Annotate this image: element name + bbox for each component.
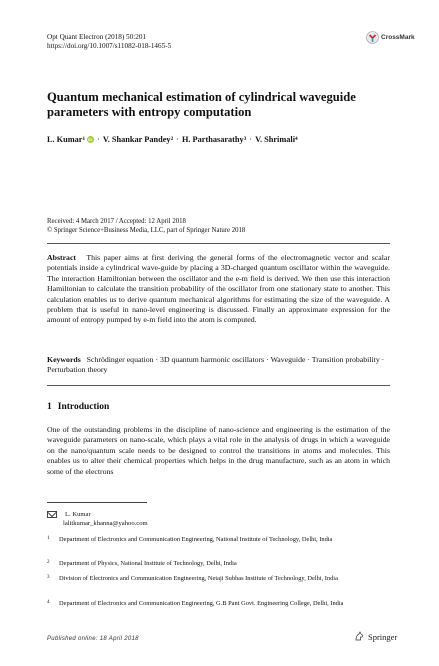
affiliation-item	[47, 560, 390, 568]
doi-link[interactable]: https://doi.org/10.1007/s11082-018-1465-5	[47, 42, 172, 50]
affiliation-number: 3	[47, 575, 50, 580]
section-heading	[47, 402, 109, 412]
envelope-icon	[47, 511, 57, 518]
affiliation-number: 2	[47, 560, 50, 565]
divider	[47, 243, 390, 244]
affiliation-text: Department of Physics, National Institute of Technology, Delhi, India	[59, 560, 237, 567]
crossmark-badge[interactable]	[366, 31, 415, 44]
author-list	[47, 135, 407, 144]
author-name: V. Shankar Pandey	[102, 135, 171, 144]
keywords-text: Schrödinger equation · 3D quantum harmonic oscillators · Waveguide · Transition probability · Perturbation theory	[47, 355, 385, 375]
abstract-text: This paper aims at first deriving the general forms of the electromagnetic vector and scalar potentials inside a cylindrical wave-guide by placing a 3D-charged quantum oscillator within the waveguide. The interaction Hamiltonian between the oscillator and the e-m field is derived. We then use this interaction Hamiltonian to calculate the transition probability of the oscillator from one stationary state to another. This calculation enables us to derive quantum mechanical algorithms for estimating the size of the waveguide. A problem that is useful in nano-level engineering is discussed. Finally an approximate expression for the amount of entropy pumped by e-m field into the atom is computed.	[47, 253, 390, 325]
paper-title: Quantum mechanical estimation of cylindrical waveguide parameters with entropy computation	[47, 90, 356, 119]
affiliation-item	[47, 600, 390, 608]
author-separator: ·	[97, 135, 100, 144]
affiliation-item	[47, 575, 390, 583]
keywords-label: Keywords	[47, 355, 81, 364]
crossmark-icon	[366, 31, 379, 44]
author-affiliation-mark: 3	[243, 135, 247, 142]
author-name: H. Parthasarathy	[181, 135, 244, 144]
affiliation-text: Department of Electronics and Communication Engineering, G.B Pant Govt. Engineering College, Delhi, India	[59, 600, 344, 607]
publisher-name: Springer	[368, 631, 398, 642]
section-number: 1	[47, 402, 52, 412]
abstract-label: Abstract	[47, 253, 77, 262]
author-separator: ·	[249, 135, 253, 144]
author-name: L. Kumar	[47, 135, 83, 144]
corresponding-email[interactable]: lalitkumar_khanna@yahoo.com	[63, 520, 148, 527]
author-affiliation-mark: 2	[170, 135, 174, 142]
author-separator: ·	[176, 135, 179, 144]
crossmark-label: CrossMark	[381, 34, 415, 41]
keywords-block	[47, 355, 390, 376]
author-affiliation-mark: 1	[82, 135, 86, 142]
author-name: V. Shrimali	[255, 135, 296, 144]
footnote-divider	[47, 502, 147, 503]
corresponding-author: L. Kumar	[65, 511, 91, 518]
section-title: Introduction	[57, 402, 110, 412]
published-online: Published online: 18 April 2018	[47, 636, 139, 642]
abstract-block	[47, 253, 390, 326]
divider	[47, 385, 390, 386]
springer-horse-icon	[354, 631, 365, 642]
affiliation-number: 1	[47, 536, 50, 541]
affiliation-item	[47, 536, 390, 544]
copyright-line: © Springer Science+Business Media, LLC, part of Springer Nature 2018	[47, 227, 246, 234]
affiliation-text: Division of Electronics and Communication Engineering, Netaji Subhas Institute of Technology, Delhi, India	[59, 575, 338, 582]
section-body: One of the outstanding problems in the discipline of nano-science and engineering is the estimation of the waveguide parameters on nano-scale, which plays a vital role in the analysis of drugs in which a waveguide on the nano/quantum scale needs to be designed to control the transitions in atoms and molecules. This enables us to alter their chemical properties which helps in the drug manufacture, such as an atom in which some of the electrons	[47, 425, 390, 476]
journal-header	[47, 33, 171, 51]
publication-dates	[47, 217, 245, 235]
publisher-logo	[354, 631, 397, 642]
orcid-icon[interactable]	[87, 136, 94, 143]
affiliation-number: 4	[47, 600, 50, 605]
received-accepted: Received: 4 March 2017 / Accepted: 12 April 2018	[47, 218, 186, 225]
journal-citation: Opt Quant Electron (2018) 50:201	[47, 33, 147, 41]
author-affiliation-mark: 4	[295, 135, 298, 142]
correspondence-block	[47, 510, 148, 528]
affiliation-text: Department of Electronics and Communication Engineering, National Institute of Technology, Delhi, India	[59, 536, 333, 543]
